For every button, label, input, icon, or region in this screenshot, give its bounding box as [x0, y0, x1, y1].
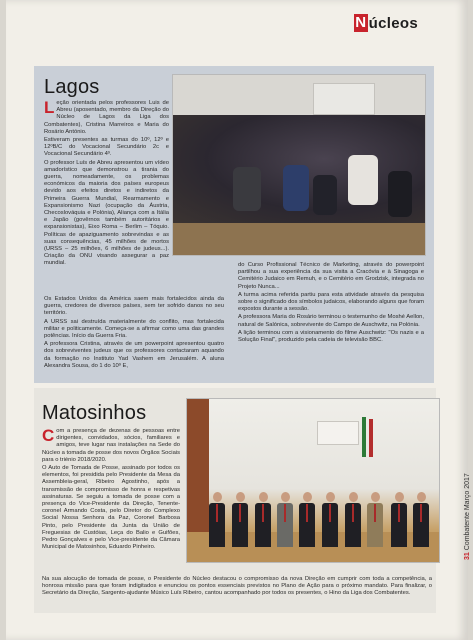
page-footer — [464, 473, 471, 560]
lagos-paragraph: eção orientada pelos professores Luis de Abreu (aposentado, membro da Direção do Núcleo de Lagos da Liga dos Combatentes), Cristina Marreiros e Maria do Rosário António. — [44, 100, 169, 135]
lagos-classroom-photo — [172, 74, 426, 256]
matosinhos-group-photo — [186, 398, 440, 563]
section-title: úcleos — [368, 14, 418, 32]
lagos-title: Lagos — [44, 76, 100, 98]
magazine-name: Combatente — [464, 512, 471, 551]
lagos-column-2 — [238, 262, 424, 345]
lagos-paragraph: A professora Cristina, através de um powerpoint apresentou quatro dos sobreviventes judeus que os professores contactaram aquando da formação no Instituto Yad Vashem em Jerusalém. A aluna Alexandra Sousa, do 1 do 10º E, — [44, 341, 224, 369]
lagos-paragraph: O professor Luís de Abreu apresentou um vídeo amadorístico que demonstrou a tirania do guerra, nomeadamente, os problemas económicos da maioria dos países europeus devido aos efeitos diretos e indiretos da Primeira Guerra Mundial, Rearmamento e Expansionismo Nazi (ocupação da Áustria, Checoslováquia e Polónia), Aliança com a Itália e Japão (govêrnos também autoritários e expansionistas), Eixo Roma – Berlim – Tóquio. Políticas de apaziguamento sobrevindas e as suas consequências, 45 milhões de mortos (URSS – 25 milhões, 6 milhões de judeus...). Criação da ONU visando assegurar a paz mundial. — [44, 159, 169, 267]
issue-date: Março 2017 — [464, 473, 471, 511]
lagos-paragraph: do Curso Profissional Técnico de Marketing, através do powerpoint partilhou a sua experiência da sua visita a Cracóvia e à Sinagoga e Cemitério Judaico em Remuh, e o Cemitério em Grodzisk, integrada no Projeto Nunca... — [238, 262, 424, 290]
magazine-page — [6, 0, 471, 640]
matosinhos-paragraph: om a presença de dezenas de pessoas entre dirigentes, convidados, sócios, familiares e amigos, teve lugar nas instalações na Sede do Núcleo a tomada de posse dos novos Órgãos Sociais para o triénio 2018/2020. — [42, 428, 180, 463]
lagos-paragraph: A professora Maria do Rosário terminou o testemunho de Moshé Aellon, natural de Salónica, sobrevivente do Campo de Auschwitz, na Polónia. — [238, 314, 424, 328]
page-number: 31 — [464, 552, 471, 560]
matosinhos-title: Matosinhos — [42, 402, 147, 424]
lagos-column-1-top — [44, 100, 169, 269]
section-initial: N — [355, 14, 367, 31]
lagos-paragraph: A URSS sai destruída materialmente do conflito, mas fortalecida militar e politicamente. Começa-se a afirmar como uma das grandes potências. Início da Guerra Fria. — [44, 318, 224, 340]
matosinhos-paragraph: Na sua alocução de tomada de posse, o Presidente do Núcleo destacou o compromisso da nova Direção em cumprir com toda a competência, a honrosa missão para que foram indigitados e enunciou os pontos essenciais previstos no Plano de Ação para o próximo mandato. Para finalizar, o Secretário da Direção, Sargento-ajudante Músico Luís Ribeiro, cantou acompanhado por todos os presentes, o Hino da Liga dos Combatentes. — [42, 576, 432, 597]
section-header — [354, 14, 418, 32]
lagos-paragraph: A lição terminou com a visionamento do filme Auschwitz: "Os nazis e a Solução Final", produzido pela cadeia de televisão BBC. — [238, 329, 424, 344]
lagos-column-1-bottom — [44, 296, 224, 371]
lagos-paragraph: Os Estados Unidos da América saem mais fortalecidos ainda da guerra, credores de diversos países, sem ter sofrido danos no seu território. — [44, 296, 224, 317]
lagos-drop-cap: L — [44, 98, 55, 117]
matosinhos-column-1 — [42, 428, 180, 552]
matosinhos-paragraph: O Auto de Tomada de Posse, assinado por todos os elementos, foi presidida pelo Presidente da Mesa da Assembleia-geral, Ribeiro Agostinho, após a transmissão de compromisso de honra e respetivas assinaturas. Se seguiu a tomada de posse com a presença do Vice-Presidente da Direção, Tenente-coronel Armando Costa, pelo Diretor do Complexo Social Nossa Senhora da Paz, Coronel Barbosa Pinto, pelo Presidente da Junta da União de Freguesias de Custóias, Leça do Balio e Guifões, Pedro Gonçalves e pelo Vice-presidente da Câmara Municipal de Matosinhos, Eduardo Pinheiro. — [42, 465, 180, 551]
matosinhos-closing-paragraph — [42, 576, 432, 599]
matosinhos-drop-cap: C — [42, 426, 55, 445]
lagos-paragraph: Estiveram presentes as turmas do 10º, 12º e 12ºB/C do Vocacional Secundário 2c e Vocacional Secundário 4º. — [44, 137, 169, 158]
lagos-paragraph: A turma acima referida partiu para esta atividade através da pesquisa sobre o significado dos símbolos judaicos, elaborando alguns que foram expostos durante a sessão. — [238, 291, 424, 313]
